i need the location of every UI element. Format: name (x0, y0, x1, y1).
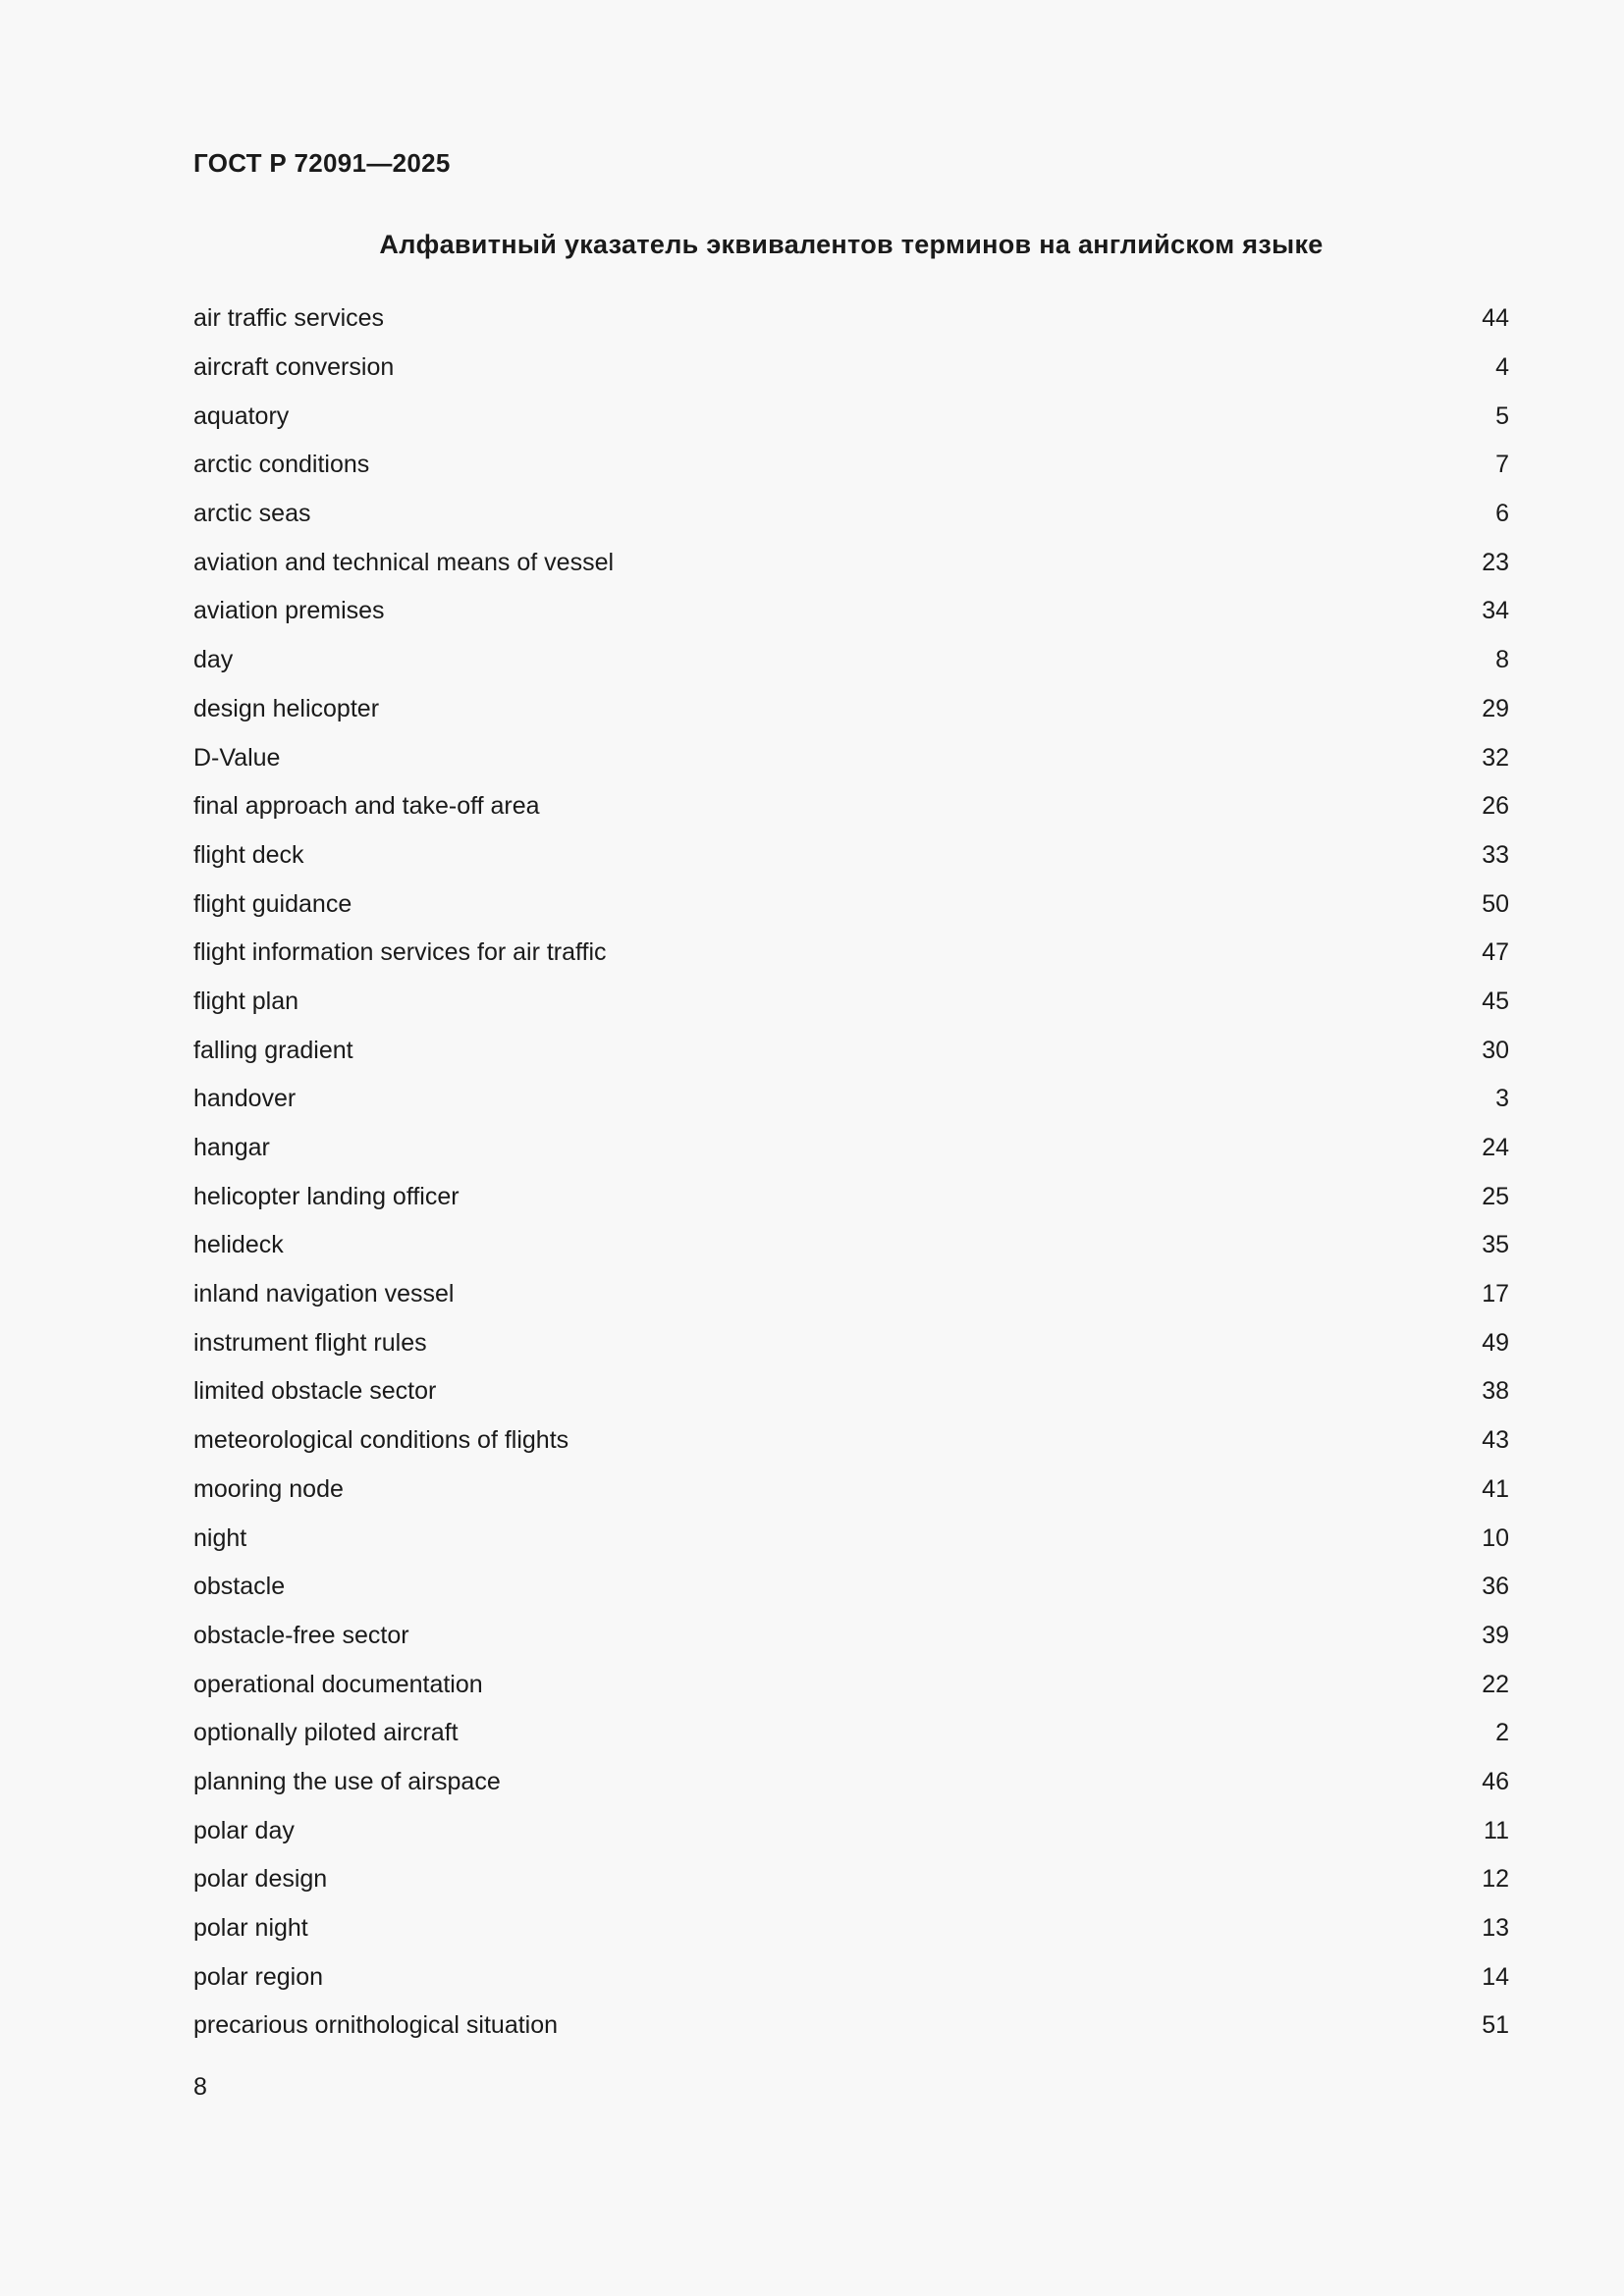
index-entry (193, 1416, 1509, 1466)
index-term: operational documentation (193, 1670, 483, 1698)
index-term: precarious ornithological situation (193, 2011, 559, 2040)
index-term: aviation premises (193, 597, 385, 625)
index-term: arctic conditions (193, 451, 370, 479)
index-term: day (193, 646, 234, 674)
index-term: limited obstacle sector (193, 1377, 437, 1406)
index-term-number: 50 (1482, 889, 1509, 918)
index-term-number: 41 (1482, 1474, 1509, 1503)
index-term-number: 45 (1482, 987, 1509, 1015)
index-term: flight deck (193, 840, 304, 869)
index-term-number: 17 (1482, 1280, 1509, 1308)
index-term: hangar (193, 1134, 270, 1162)
index-term: aircraft conversion (193, 353, 395, 382)
index-term: polar design (193, 1865, 328, 1894)
index-entry (193, 1221, 1509, 1270)
index-entry (193, 978, 1509, 1027)
index-entry (193, 782, 1509, 831)
index-term-number: 7 (1495, 451, 1509, 479)
index-entry (193, 1318, 1509, 1367)
index-term-number: 3 (1495, 1085, 1509, 1113)
index-entry (193, 1612, 1509, 1661)
index-entry (193, 587, 1509, 636)
index-entry (193, 1466, 1509, 1515)
index-title: Алфавитный указатель эквивалентов терминов на английском языке (379, 230, 1324, 259)
index-term: helicopter landing officer (193, 1182, 460, 1210)
index-entry (193, 1806, 1509, 1855)
index-entry (193, 2002, 1509, 2051)
index-term: polar day (193, 1816, 295, 1844)
index-term-number: 35 (1482, 1231, 1509, 1259)
index-term: polar region (193, 1962, 324, 1991)
index-entry (193, 1563, 1509, 1612)
index-term-number: 10 (1482, 1523, 1509, 1552)
index-term: flight plan (193, 987, 299, 1015)
index-term: final approach and take-off area (193, 792, 540, 821)
index-term-number: 5 (1495, 401, 1509, 430)
index-term: D-Value (193, 743, 281, 772)
index-term-number: 26 (1482, 792, 1509, 821)
index-term: obstacle (193, 1573, 286, 1601)
index-term-number: 36 (1482, 1573, 1509, 1601)
index-term: obstacle-free sector (193, 1621, 409, 1649)
document-code: ГОСТ Р 72091—2025 (193, 148, 451, 178)
index-term: flight information services for air traffic (193, 938, 607, 967)
index-term-number: 33 (1482, 840, 1509, 869)
index-term: polar night (193, 1914, 308, 1943)
index-term-number: 29 (1482, 694, 1509, 722)
index-entry (193, 538, 1509, 587)
index-entry (193, 929, 1509, 978)
index-term-number: 23 (1482, 548, 1509, 576)
index-term-number: 13 (1482, 1914, 1509, 1943)
index-term-number: 34 (1482, 597, 1509, 625)
index-term-number: 44 (1482, 304, 1509, 333)
index-term: instrument flight rules (193, 1328, 427, 1357)
page-number: 8 (193, 2073, 207, 2101)
index-entry (193, 1270, 1509, 1319)
index-entry (193, 1026, 1509, 1075)
index-term-number: 24 (1482, 1134, 1509, 1162)
index-term: arctic seas (193, 500, 311, 528)
index-entry (193, 636, 1509, 685)
index-term-number: 8 (1495, 646, 1509, 674)
index-entry (193, 685, 1509, 734)
index-term-number: 30 (1482, 1036, 1509, 1064)
index-entry (193, 1952, 1509, 2002)
index-entry (193, 1660, 1509, 1709)
index-entry (193, 1172, 1509, 1221)
index-term-number: 39 (1482, 1621, 1509, 1649)
index-entry (193, 733, 1509, 782)
index-entry (193, 441, 1509, 490)
index-term-number: 22 (1482, 1670, 1509, 1698)
index-term-number: 14 (1482, 1962, 1509, 1991)
index-term: flight guidance (193, 889, 352, 918)
index-term: aquatory (193, 401, 290, 430)
index-term-number: 47 (1482, 938, 1509, 967)
index-term: helideck (193, 1231, 284, 1259)
index-term-number: 43 (1482, 1426, 1509, 1455)
index-term-number: 32 (1482, 743, 1509, 772)
index-entry (193, 392, 1509, 441)
index-entry (193, 831, 1509, 881)
index-term: night (193, 1523, 247, 1552)
index-entry (193, 1855, 1509, 1904)
index-term: air traffic services (193, 304, 385, 333)
index-term-number: 51 (1482, 2011, 1509, 2040)
index-term: design helicopter (193, 694, 380, 722)
index-entry (193, 1075, 1509, 1124)
term-index-list (193, 294, 1509, 2051)
index-entry (193, 1758, 1509, 1807)
index-term: falling gradient (193, 1036, 353, 1064)
index-entry (193, 1124, 1509, 1173)
index-entry (193, 294, 1509, 344)
index-term: planning the use of airspace (193, 1767, 501, 1795)
index-entry (193, 1514, 1509, 1563)
index-term-number: 25 (1482, 1182, 1509, 1210)
index-entry (193, 1904, 1509, 1953)
index-term-number: 38 (1482, 1377, 1509, 1406)
index-entry (193, 490, 1509, 539)
index-entry (193, 880, 1509, 929)
index-term: inland navigation vessel (193, 1280, 455, 1308)
index-term-number: 11 (1484, 1816, 1509, 1844)
index-term: meteorological conditions of flights (193, 1426, 569, 1455)
index-entry (193, 1367, 1509, 1416)
index-term: aviation and technical means of vessel (193, 548, 615, 576)
index-term: mooring node (193, 1474, 344, 1503)
index-term-number: 46 (1482, 1767, 1509, 1795)
index-term-number: 4 (1495, 353, 1509, 382)
index-term: optionally piloted aircraft (193, 1719, 459, 1747)
index-term: handover (193, 1085, 297, 1113)
index-entry (193, 1709, 1509, 1758)
index-term-number: 6 (1495, 500, 1509, 528)
index-term-number: 12 (1482, 1865, 1509, 1894)
index-term-number: 49 (1482, 1328, 1509, 1357)
index-term-number: 2 (1495, 1719, 1509, 1747)
index-entry (193, 344, 1509, 393)
